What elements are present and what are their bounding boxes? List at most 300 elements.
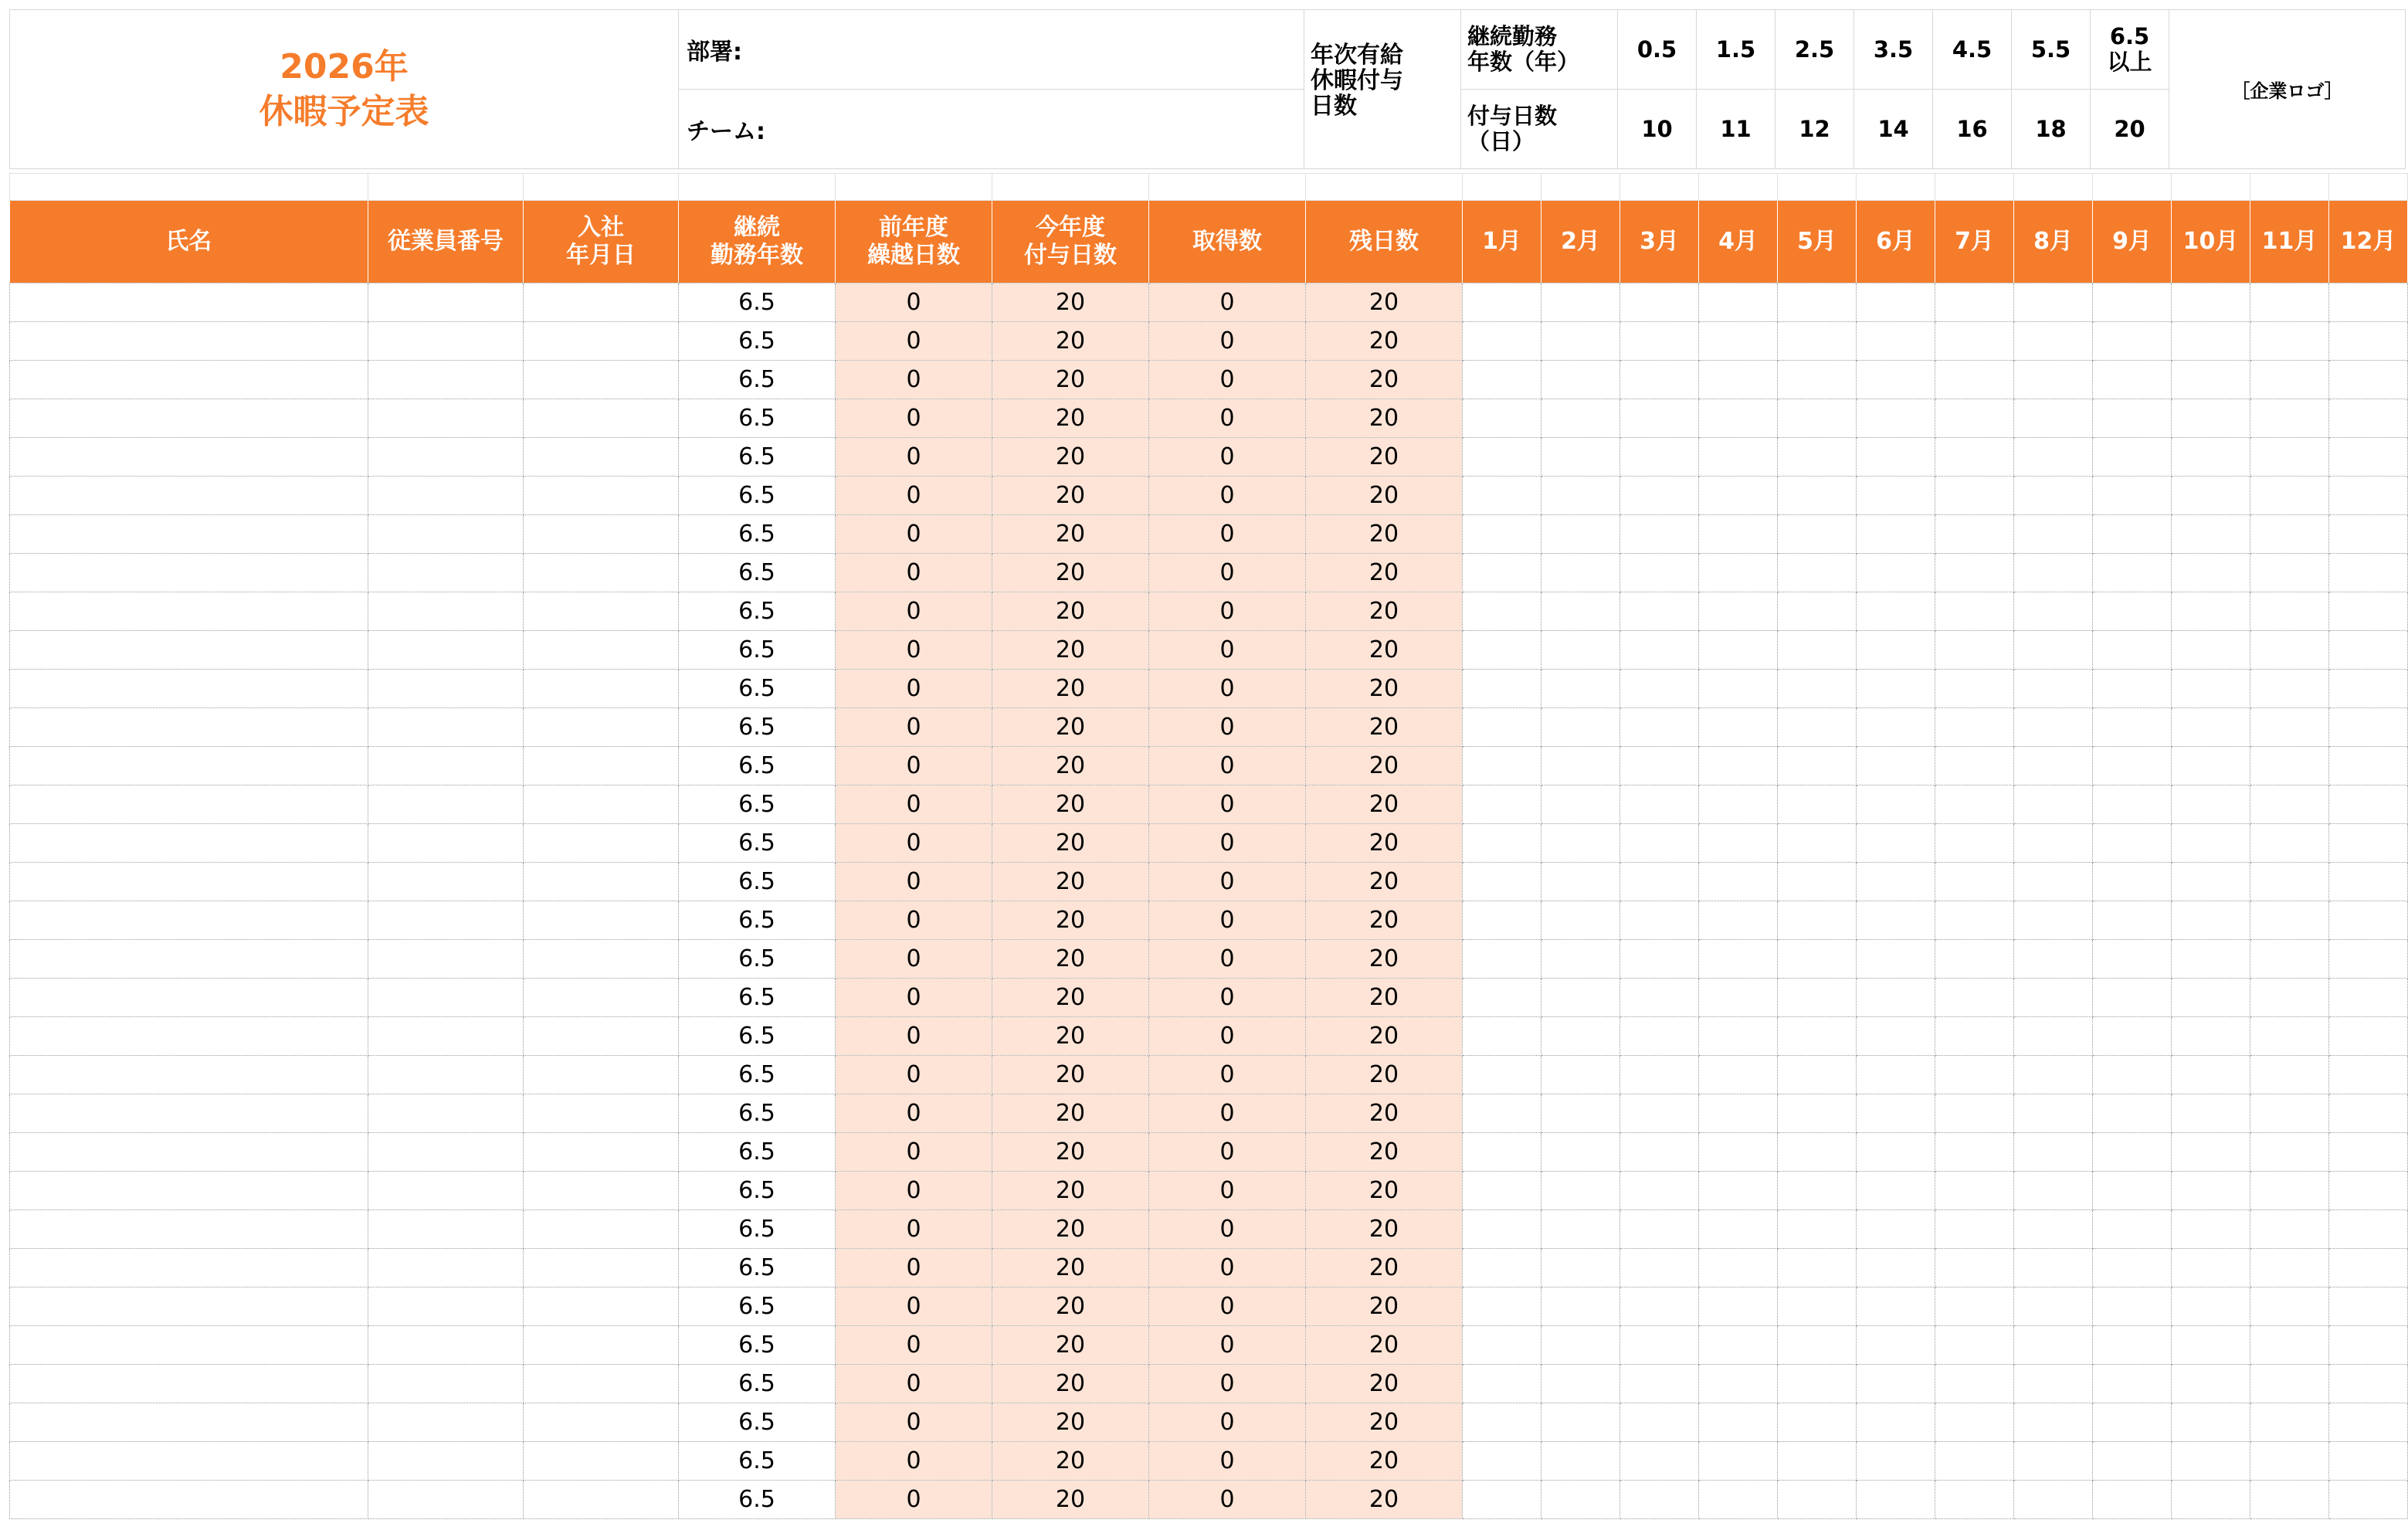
- taken-cell[interactable]: 0: [1149, 1017, 1306, 1056]
- month-6-cell[interactable]: [1857, 1442, 1935, 1481]
- month-1-cell[interactable]: [1463, 863, 1541, 901]
- month-2-cell[interactable]: [1541, 477, 1620, 515]
- month-4-cell[interactable]: [1699, 1133, 1778, 1172]
- month-5-cell[interactable]: [1778, 399, 1857, 438]
- month-2-cell[interactable]: [1541, 1094, 1620, 1133]
- name-cell[interactable]: [10, 361, 368, 399]
- month-5-cell[interactable]: [1778, 1017, 1857, 1056]
- month-6-cell[interactable]: [1857, 901, 1935, 940]
- month-7-cell[interactable]: [1935, 322, 2014, 361]
- month-10-cell[interactable]: [2172, 1094, 2250, 1133]
- month-5-cell[interactable]: [1778, 322, 1857, 361]
- month-4-cell[interactable]: [1699, 631, 1778, 670]
- service-years-cell[interactable]: 6.5: [679, 1403, 836, 1442]
- month-10-cell[interactable]: [2172, 940, 2250, 979]
- month-11-cell[interactable]: [2250, 1249, 2329, 1287]
- taken-cell[interactable]: 0: [1149, 1133, 1306, 1172]
- employee-no-cell[interactable]: [368, 979, 524, 1017]
- month-11-cell[interactable]: [2250, 322, 2329, 361]
- service-years-cell[interactable]: 6.5: [679, 438, 836, 477]
- month-11-cell[interactable]: [2250, 1442, 2329, 1481]
- month-1-cell[interactable]: [1463, 785, 1541, 824]
- remaining-cell[interactable]: 20: [1306, 1172, 1463, 1210]
- month-9-cell[interactable]: [2093, 1210, 2172, 1249]
- month-1-cell[interactable]: [1463, 283, 1541, 322]
- month-4-cell[interactable]: [1699, 283, 1778, 322]
- month-4-cell[interactable]: [1699, 554, 1778, 592]
- taken-cell[interactable]: 0: [1149, 361, 1306, 399]
- month-2-cell[interactable]: [1541, 708, 1620, 747]
- month-6-cell[interactable]: [1857, 1326, 1935, 1365]
- month-1-cell[interactable]: [1463, 322, 1541, 361]
- col-header-month-4[interactable]: 4月: [1699, 201, 1778, 283]
- service-years-cell[interactable]: 6.5: [679, 361, 836, 399]
- month-3-cell[interactable]: [1620, 1326, 1699, 1365]
- carryover-cell[interactable]: 0: [836, 1287, 992, 1326]
- granted-cell[interactable]: 20: [992, 1403, 1149, 1442]
- month-4-cell[interactable]: [1699, 361, 1778, 399]
- month-1-cell[interactable]: [1463, 979, 1541, 1017]
- name-cell[interactable]: [10, 901, 368, 940]
- month-10-cell[interactable]: [2172, 1403, 2250, 1442]
- month-12-cell[interactable]: [2329, 940, 2408, 979]
- hire-date-cell[interactable]: [524, 1403, 679, 1442]
- month-9-cell[interactable]: [2093, 1442, 2172, 1481]
- granted-cell[interactable]: 20: [992, 477, 1149, 515]
- month-8-cell[interactable]: [2014, 1133, 2093, 1172]
- hire-date-cell[interactable]: [524, 438, 679, 477]
- employee-no-cell[interactable]: [368, 1056, 524, 1094]
- taken-cell[interactable]: 0: [1149, 940, 1306, 979]
- employee-no-cell[interactable]: [368, 283, 524, 322]
- service-years-cell[interactable]: 6.5: [679, 1442, 836, 1481]
- month-3-cell[interactable]: [1620, 283, 1699, 322]
- month-7-cell[interactable]: [1935, 438, 2014, 477]
- carryover-cell[interactable]: 0: [836, 1481, 992, 1519]
- month-12-cell[interactable]: [2329, 361, 2408, 399]
- service-years-cell[interactable]: 6.5: [679, 785, 836, 824]
- month-1-cell[interactable]: [1463, 1403, 1541, 1442]
- month-11-cell[interactable]: [2250, 283, 2329, 322]
- month-4-cell[interactable]: [1699, 747, 1778, 785]
- hire-date-cell[interactable]: [524, 399, 679, 438]
- month-2-cell[interactable]: [1541, 515, 1620, 554]
- carryover-cell[interactable]: 0: [836, 863, 992, 901]
- month-3-cell[interactable]: [1620, 1172, 1699, 1210]
- month-11-cell[interactable]: [2250, 670, 2329, 708]
- employee-no-cell[interactable]: [368, 1017, 524, 1056]
- month-11-cell[interactable]: [2250, 747, 2329, 785]
- month-4-cell[interactable]: [1699, 1287, 1778, 1326]
- month-2-cell[interactable]: [1541, 1017, 1620, 1056]
- carryover-cell[interactable]: 0: [836, 824, 992, 863]
- remaining-cell[interactable]: 20: [1306, 670, 1463, 708]
- hire-date-cell[interactable]: [524, 1249, 679, 1287]
- month-3-cell[interactable]: [1620, 824, 1699, 863]
- carryover-cell[interactable]: 0: [836, 670, 992, 708]
- month-1-cell[interactable]: [1463, 1056, 1541, 1094]
- month-7-cell[interactable]: [1935, 1210, 2014, 1249]
- granted-cell[interactable]: 20: [992, 979, 1149, 1017]
- month-1-cell[interactable]: [1463, 1210, 1541, 1249]
- month-8-cell[interactable]: [2014, 747, 2093, 785]
- remaining-cell[interactable]: 20: [1306, 863, 1463, 901]
- service-years-cell[interactable]: 6.5: [679, 1056, 836, 1094]
- month-12-cell[interactable]: [2329, 785, 2408, 824]
- month-10-cell[interactable]: [2172, 824, 2250, 863]
- taken-cell[interactable]: 0: [1149, 747, 1306, 785]
- month-12-cell[interactable]: [2329, 747, 2408, 785]
- service-years-cell[interactable]: 6.5: [679, 1210, 836, 1249]
- month-10-cell[interactable]: [2172, 1326, 2250, 1365]
- month-11-cell[interactable]: [2250, 1210, 2329, 1249]
- month-6-cell[interactable]: [1857, 1172, 1935, 1210]
- remaining-cell[interactable]: 20: [1306, 708, 1463, 747]
- taken-cell[interactable]: 0: [1149, 1326, 1306, 1365]
- month-5-cell[interactable]: [1778, 979, 1857, 1017]
- month-6-cell[interactable]: [1857, 863, 1935, 901]
- remaining-cell[interactable]: 20: [1306, 361, 1463, 399]
- month-7-cell[interactable]: [1935, 940, 2014, 979]
- service-years-cell[interactable]: 6.5: [679, 1017, 836, 1056]
- hire-date-cell[interactable]: [524, 1365, 679, 1403]
- month-3-cell[interactable]: [1620, 1481, 1699, 1519]
- month-4-cell[interactable]: [1699, 708, 1778, 747]
- month-11-cell[interactable]: [2250, 901, 2329, 940]
- month-2-cell[interactable]: [1541, 631, 1620, 670]
- taken-cell[interactable]: 0: [1149, 1365, 1306, 1403]
- carryover-cell[interactable]: 0: [836, 592, 992, 631]
- month-12-cell[interactable]: [2329, 1210, 2408, 1249]
- taken-cell[interactable]: 0: [1149, 1481, 1306, 1519]
- month-3-cell[interactable]: [1620, 785, 1699, 824]
- carryover-cell[interactable]: 0: [836, 1133, 992, 1172]
- month-6-cell[interactable]: [1857, 1133, 1935, 1172]
- team-field[interactable]: [679, 90, 1304, 169]
- month-1-cell[interactable]: [1463, 631, 1541, 670]
- month-5-cell[interactable]: [1778, 1210, 1857, 1249]
- month-11-cell[interactable]: [2250, 824, 2329, 863]
- remaining-cell[interactable]: 20: [1306, 322, 1463, 361]
- month-3-cell[interactable]: [1620, 747, 1699, 785]
- granted-cell[interactable]: 20: [992, 1481, 1149, 1519]
- month-5-cell[interactable]: [1778, 670, 1857, 708]
- month-11-cell[interactable]: [2250, 1287, 2329, 1326]
- hire-date-cell[interactable]: [524, 1442, 679, 1481]
- month-8-cell[interactable]: [2014, 901, 2093, 940]
- month-12-cell[interactable]: [2329, 824, 2408, 863]
- month-11-cell[interactable]: [2250, 1017, 2329, 1056]
- month-8-cell[interactable]: [2014, 824, 2093, 863]
- month-8-cell[interactable]: [2014, 708, 2093, 747]
- month-10-cell[interactable]: [2172, 631, 2250, 670]
- hire-date-cell[interactable]: [524, 940, 679, 979]
- month-6-cell[interactable]: [1857, 670, 1935, 708]
- month-10-cell[interactable]: [2172, 785, 2250, 824]
- month-3-cell[interactable]: [1620, 901, 1699, 940]
- month-1-cell[interactable]: [1463, 1481, 1541, 1519]
- granted-cell[interactable]: 20: [992, 1249, 1149, 1287]
- month-6-cell[interactable]: [1857, 1481, 1935, 1519]
- col-header-taken[interactable]: 取得数: [1149, 201, 1306, 283]
- month-3-cell[interactable]: [1620, 1287, 1699, 1326]
- month-3-cell[interactable]: [1620, 438, 1699, 477]
- hire-date-cell[interactable]: [524, 322, 679, 361]
- carryover-cell[interactable]: 0: [836, 1017, 992, 1056]
- month-9-cell[interactable]: [2093, 901, 2172, 940]
- month-11-cell[interactable]: [2250, 592, 2329, 631]
- month-9-cell[interactable]: [2093, 863, 2172, 901]
- col-header-month-2[interactable]: 2月: [1541, 201, 1620, 283]
- month-6-cell[interactable]: [1857, 631, 1935, 670]
- month-9-cell[interactable]: [2093, 438, 2172, 477]
- granted-cell[interactable]: 20: [992, 438, 1149, 477]
- col-header-month-12[interactable]: 12月: [2329, 201, 2408, 283]
- month-1-cell[interactable]: [1463, 1094, 1541, 1133]
- carryover-cell[interactable]: 0: [836, 708, 992, 747]
- taken-cell[interactable]: 0: [1149, 824, 1306, 863]
- taken-cell[interactable]: 0: [1149, 708, 1306, 747]
- col-header-month-6[interactable]: 6月: [1857, 201, 1935, 283]
- month-9-cell[interactable]: [2093, 747, 2172, 785]
- name-cell[interactable]: [10, 283, 368, 322]
- month-6-cell[interactable]: [1857, 1287, 1935, 1326]
- month-5-cell[interactable]: [1778, 708, 1857, 747]
- month-4-cell[interactable]: [1699, 322, 1778, 361]
- taken-cell[interactable]: 0: [1149, 477, 1306, 515]
- month-3-cell[interactable]: [1620, 670, 1699, 708]
- month-5-cell[interactable]: [1778, 824, 1857, 863]
- name-cell[interactable]: [10, 824, 368, 863]
- month-10-cell[interactable]: [2172, 592, 2250, 631]
- month-10-cell[interactable]: [2172, 1287, 2250, 1326]
- month-3-cell[interactable]: [1620, 1249, 1699, 1287]
- name-cell[interactable]: [10, 979, 368, 1017]
- remaining-cell[interactable]: 20: [1306, 1365, 1463, 1403]
- month-11-cell[interactable]: [2250, 399, 2329, 438]
- month-3-cell[interactable]: [1620, 1365, 1699, 1403]
- month-9-cell[interactable]: [2093, 1056, 2172, 1094]
- month-12-cell[interactable]: [2329, 592, 2408, 631]
- employee-no-cell[interactable]: [368, 1481, 524, 1519]
- month-9-cell[interactable]: [2093, 1326, 2172, 1365]
- taken-cell[interactable]: 0: [1149, 1094, 1306, 1133]
- month-12-cell[interactable]: [2329, 863, 2408, 901]
- month-7-cell[interactable]: [1935, 863, 2014, 901]
- month-9-cell[interactable]: [2093, 592, 2172, 631]
- month-7-cell[interactable]: [1935, 1249, 2014, 1287]
- month-1-cell[interactable]: [1463, 901, 1541, 940]
- month-12-cell[interactable]: [2329, 670, 2408, 708]
- remaining-cell[interactable]: 20: [1306, 1481, 1463, 1519]
- taken-cell[interactable]: 0: [1149, 1249, 1306, 1287]
- granted-cell[interactable]: 20: [992, 1442, 1149, 1481]
- month-1-cell[interactable]: [1463, 708, 1541, 747]
- month-1-cell[interactable]: [1463, 1172, 1541, 1210]
- month-4-cell[interactable]: [1699, 399, 1778, 438]
- month-2-cell[interactable]: [1541, 1442, 1620, 1481]
- month-12-cell[interactable]: [2329, 1481, 2408, 1519]
- granted-cell[interactable]: 20: [992, 670, 1149, 708]
- month-12-cell[interactable]: [2329, 283, 2408, 322]
- taken-cell[interactable]: 0: [1149, 554, 1306, 592]
- employee-no-cell[interactable]: [368, 940, 524, 979]
- hire-date-cell[interactable]: [524, 863, 679, 901]
- month-11-cell[interactable]: [2250, 1403, 2329, 1442]
- month-4-cell[interactable]: [1699, 670, 1778, 708]
- month-10-cell[interactable]: [2172, 438, 2250, 477]
- month-11-cell[interactable]: [2250, 785, 2329, 824]
- taken-cell[interactable]: 0: [1149, 1210, 1306, 1249]
- month-5-cell[interactable]: [1778, 1249, 1857, 1287]
- month-5-cell[interactable]: [1778, 747, 1857, 785]
- granted-cell[interactable]: 20: [992, 1133, 1149, 1172]
- employee-no-cell[interactable]: [368, 361, 524, 399]
- month-3-cell[interactable]: [1620, 322, 1699, 361]
- employee-no-cell[interactable]: [368, 399, 524, 438]
- month-10-cell[interactable]: [2172, 554, 2250, 592]
- month-9-cell[interactable]: [2093, 1172, 2172, 1210]
- month-8-cell[interactable]: [2014, 554, 2093, 592]
- hire-date-cell[interactable]: [524, 670, 679, 708]
- carryover-cell[interactable]: 0: [836, 1210, 992, 1249]
- month-10-cell[interactable]: [2172, 1481, 2250, 1519]
- month-4-cell[interactable]: [1699, 979, 1778, 1017]
- carryover-cell[interactable]: 0: [836, 1403, 992, 1442]
- employee-no-cell[interactable]: [368, 1210, 524, 1249]
- month-3-cell[interactable]: [1620, 979, 1699, 1017]
- month-2-cell[interactable]: [1541, 1403, 1620, 1442]
- month-1-cell[interactable]: [1463, 1249, 1541, 1287]
- taken-cell[interactable]: 0: [1149, 1056, 1306, 1094]
- month-2-cell[interactable]: [1541, 785, 1620, 824]
- remaining-cell[interactable]: 20: [1306, 515, 1463, 554]
- name-cell[interactable]: [10, 1442, 368, 1481]
- month-4-cell[interactable]: [1699, 515, 1778, 554]
- month-11-cell[interactable]: [2250, 1326, 2329, 1365]
- employee-no-cell[interactable]: [368, 1172, 524, 1210]
- month-7-cell[interactable]: [1935, 1017, 2014, 1056]
- carryover-cell[interactable]: 0: [836, 283, 992, 322]
- hire-date-cell[interactable]: [524, 554, 679, 592]
- month-1-cell[interactable]: [1463, 438, 1541, 477]
- month-3-cell[interactable]: [1620, 940, 1699, 979]
- granted-cell[interactable]: 20: [992, 1056, 1149, 1094]
- col-header-month-9[interactable]: 9月: [2093, 201, 2172, 283]
- month-12-cell[interactable]: [2329, 1403, 2408, 1442]
- hire-date-cell[interactable]: [524, 708, 679, 747]
- month-11-cell[interactable]: [2250, 1172, 2329, 1210]
- month-5-cell[interactable]: [1778, 554, 1857, 592]
- month-7-cell[interactable]: [1935, 1481, 2014, 1519]
- carryover-cell[interactable]: 0: [836, 399, 992, 438]
- month-1-cell[interactable]: [1463, 1442, 1541, 1481]
- month-5-cell[interactable]: [1778, 785, 1857, 824]
- month-6-cell[interactable]: [1857, 515, 1935, 554]
- service-years-cell[interactable]: 6.5: [679, 1133, 836, 1172]
- name-cell[interactable]: [10, 554, 368, 592]
- service-years-cell[interactable]: 6.5: [679, 979, 836, 1017]
- month-4-cell[interactable]: [1699, 592, 1778, 631]
- granted-cell[interactable]: 20: [992, 863, 1149, 901]
- hire-date-cell[interactable]: [524, 361, 679, 399]
- employee-no-cell[interactable]: [368, 708, 524, 747]
- hire-date-cell[interactable]: [524, 1172, 679, 1210]
- col-header-name[interactable]: 氏名: [10, 201, 368, 283]
- name-cell[interactable]: [10, 863, 368, 901]
- month-8-cell[interactable]: [2014, 1326, 2093, 1365]
- month-10-cell[interactable]: [2172, 979, 2250, 1017]
- remaining-cell[interactable]: 20: [1306, 1133, 1463, 1172]
- month-6-cell[interactable]: [1857, 785, 1935, 824]
- month-8-cell[interactable]: [2014, 1172, 2093, 1210]
- month-11-cell[interactable]: [2250, 1094, 2329, 1133]
- month-2-cell[interactable]: [1541, 670, 1620, 708]
- month-12-cell[interactable]: [2329, 1133, 2408, 1172]
- month-11-cell[interactable]: [2250, 1365, 2329, 1403]
- month-9-cell[interactable]: [2093, 824, 2172, 863]
- service-years-cell[interactable]: 6.5: [679, 940, 836, 979]
- month-2-cell[interactable]: [1541, 1056, 1620, 1094]
- employee-no-cell[interactable]: [368, 554, 524, 592]
- taken-cell[interactable]: 0: [1149, 592, 1306, 631]
- month-7-cell[interactable]: [1935, 631, 2014, 670]
- month-8-cell[interactable]: [2014, 322, 2093, 361]
- employee-no-cell[interactable]: [368, 1094, 524, 1133]
- name-cell[interactable]: [10, 1017, 368, 1056]
- month-10-cell[interactable]: [2172, 1056, 2250, 1094]
- month-8-cell[interactable]: [2014, 283, 2093, 322]
- month-7-cell[interactable]: [1935, 1326, 2014, 1365]
- taken-cell[interactable]: 0: [1149, 1403, 1306, 1442]
- month-6-cell[interactable]: [1857, 1365, 1935, 1403]
- month-5-cell[interactable]: [1778, 1326, 1857, 1365]
- month-9-cell[interactable]: [2093, 477, 2172, 515]
- month-1-cell[interactable]: [1463, 515, 1541, 554]
- month-7-cell[interactable]: [1935, 979, 2014, 1017]
- service-years-cell[interactable]: 6.5: [679, 1172, 836, 1210]
- taken-cell[interactable]: 0: [1149, 1172, 1306, 1210]
- employee-no-cell[interactable]: [368, 1249, 524, 1287]
- granted-cell[interactable]: 20: [992, 1326, 1149, 1365]
- month-4-cell[interactable]: [1699, 1403, 1778, 1442]
- service-years-cell[interactable]: 6.5: [679, 824, 836, 863]
- month-5-cell[interactable]: [1778, 438, 1857, 477]
- month-2-cell[interactable]: [1541, 824, 1620, 863]
- month-8-cell[interactable]: [2014, 1403, 2093, 1442]
- month-3-cell[interactable]: [1620, 863, 1699, 901]
- month-5-cell[interactable]: [1778, 592, 1857, 631]
- month-10-cell[interactable]: [2172, 361, 2250, 399]
- month-8-cell[interactable]: [2014, 670, 2093, 708]
- month-5-cell[interactable]: [1778, 1172, 1857, 1210]
- month-2-cell[interactable]: [1541, 1133, 1620, 1172]
- remaining-cell[interactable]: 20: [1306, 1094, 1463, 1133]
- hire-date-cell[interactable]: [524, 1287, 679, 1326]
- month-10-cell[interactable]: [2172, 747, 2250, 785]
- month-7-cell[interactable]: [1935, 283, 2014, 322]
- taken-cell[interactable]: 0: [1149, 322, 1306, 361]
- carryover-cell[interactable]: 0: [836, 477, 992, 515]
- hire-date-cell[interactable]: [524, 1017, 679, 1056]
- employee-no-cell[interactable]: [368, 1287, 524, 1326]
- carryover-cell[interactable]: 0: [836, 901, 992, 940]
- remaining-cell[interactable]: 20: [1306, 554, 1463, 592]
- hire-date-cell[interactable]: [524, 747, 679, 785]
- month-5-cell[interactable]: [1778, 1094, 1857, 1133]
- month-5-cell[interactable]: [1778, 515, 1857, 554]
- month-11-cell[interactable]: [2250, 1133, 2329, 1172]
